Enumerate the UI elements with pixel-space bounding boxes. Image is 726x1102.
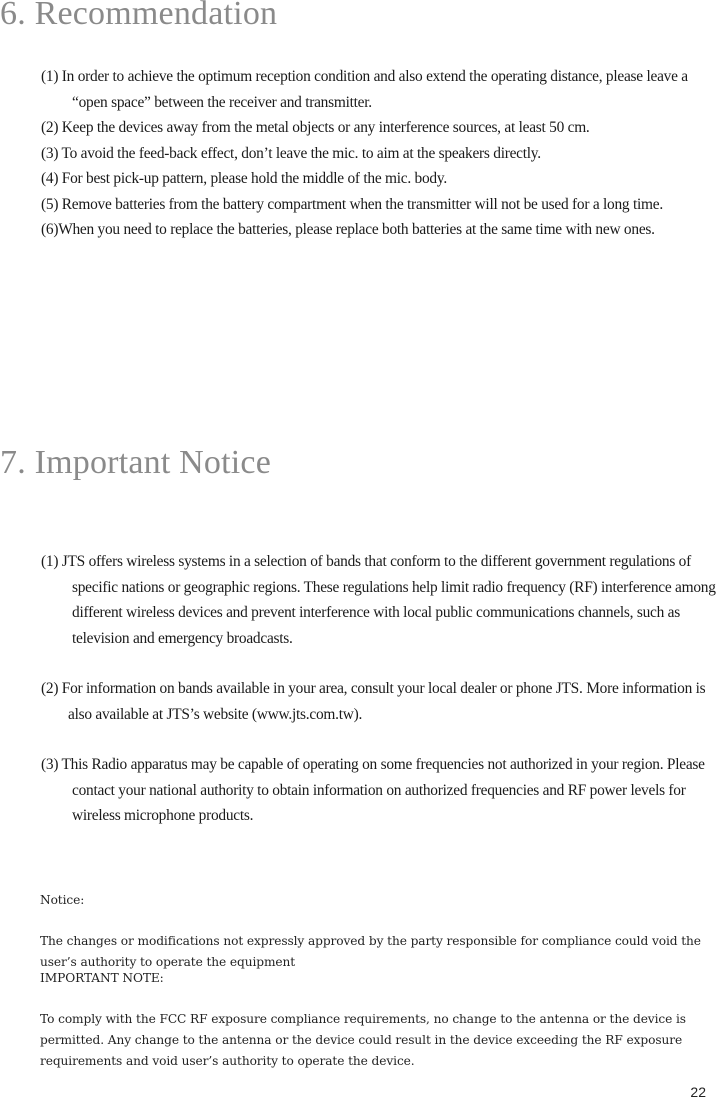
important-notice-list	[41, 549, 721, 854]
recommendation-item: (3) To avoid the feed-back effect, don’t leave the mic. to aim at the speakers directly.	[41, 144, 541, 162]
notice-item: (2) For information on bands available in your area, consult your local dealer or phone JTS. More information is also available at JTS’s website (www.jts.com.tw).	[41, 680, 706, 723]
fcc-important-label: IMPORTANT NOTE:	[40, 970, 164, 985]
section-7-title: 7. Important Notice	[0, 444, 272, 481]
fcc-notice-text: The changes or modifications not expressly approved by the party responsible for compliance could void the user’s authority to operate the equipment	[40, 934, 701, 970]
page-number: 22	[690, 1084, 706, 1100]
fcc-important-note	[40, 947, 726, 1093]
fcc-important-text: To comply with the FCC RF exposure compliance requirements, no change to the antenna or the device is permitted. Any change to the antenna or the device could result in the device exceeding the RF exposure requirements and void user’s authority to operate the device.	[40, 1012, 686, 1068]
recommendation-item: (4) For best pick-up pattern, please hold the middle of the mic. body.	[41, 170, 447, 187]
recommendation-item: (6)When you need to replace the batteries, please replace both batteries at the same time with new ones.	[41, 221, 655, 238]
recommendation-item: (2) Keep the devices away from the metal objects or any interference sources, at least 50 cm.	[41, 119, 590, 136]
notice-item: (3) This Radio apparatus may be capable of operating on some frequencies not authorized in your region. Please contact your national authority to obtain information on authorized frequencies and RF power levels for wireless microphone products.	[41, 756, 705, 824]
notice-item: (1) JTS offers wireless systems in a selection of bands that conform to the different government regulations of specific nations or geographic regions. These regulations help limit radio frequency (RF) interference among different wireless devices and prevent interference with local public communications channels, such as television and emergency broadcasts.	[41, 553, 716, 647]
recommendation-item: (1) In order to achieve the optimum reception condition and also extend the operating distance, please leave a “open space” between the receiver and transmitter.	[41, 68, 688, 111]
recommendation-list	[41, 64, 721, 243]
section-6-title: 6. Recommendation	[0, 0, 278, 32]
fcc-notice-label: Notice:	[40, 892, 85, 907]
recommendation-item: (5) Remove batteries from the battery compartment when the transmitter will not be used for a long time.	[41, 195, 663, 213]
